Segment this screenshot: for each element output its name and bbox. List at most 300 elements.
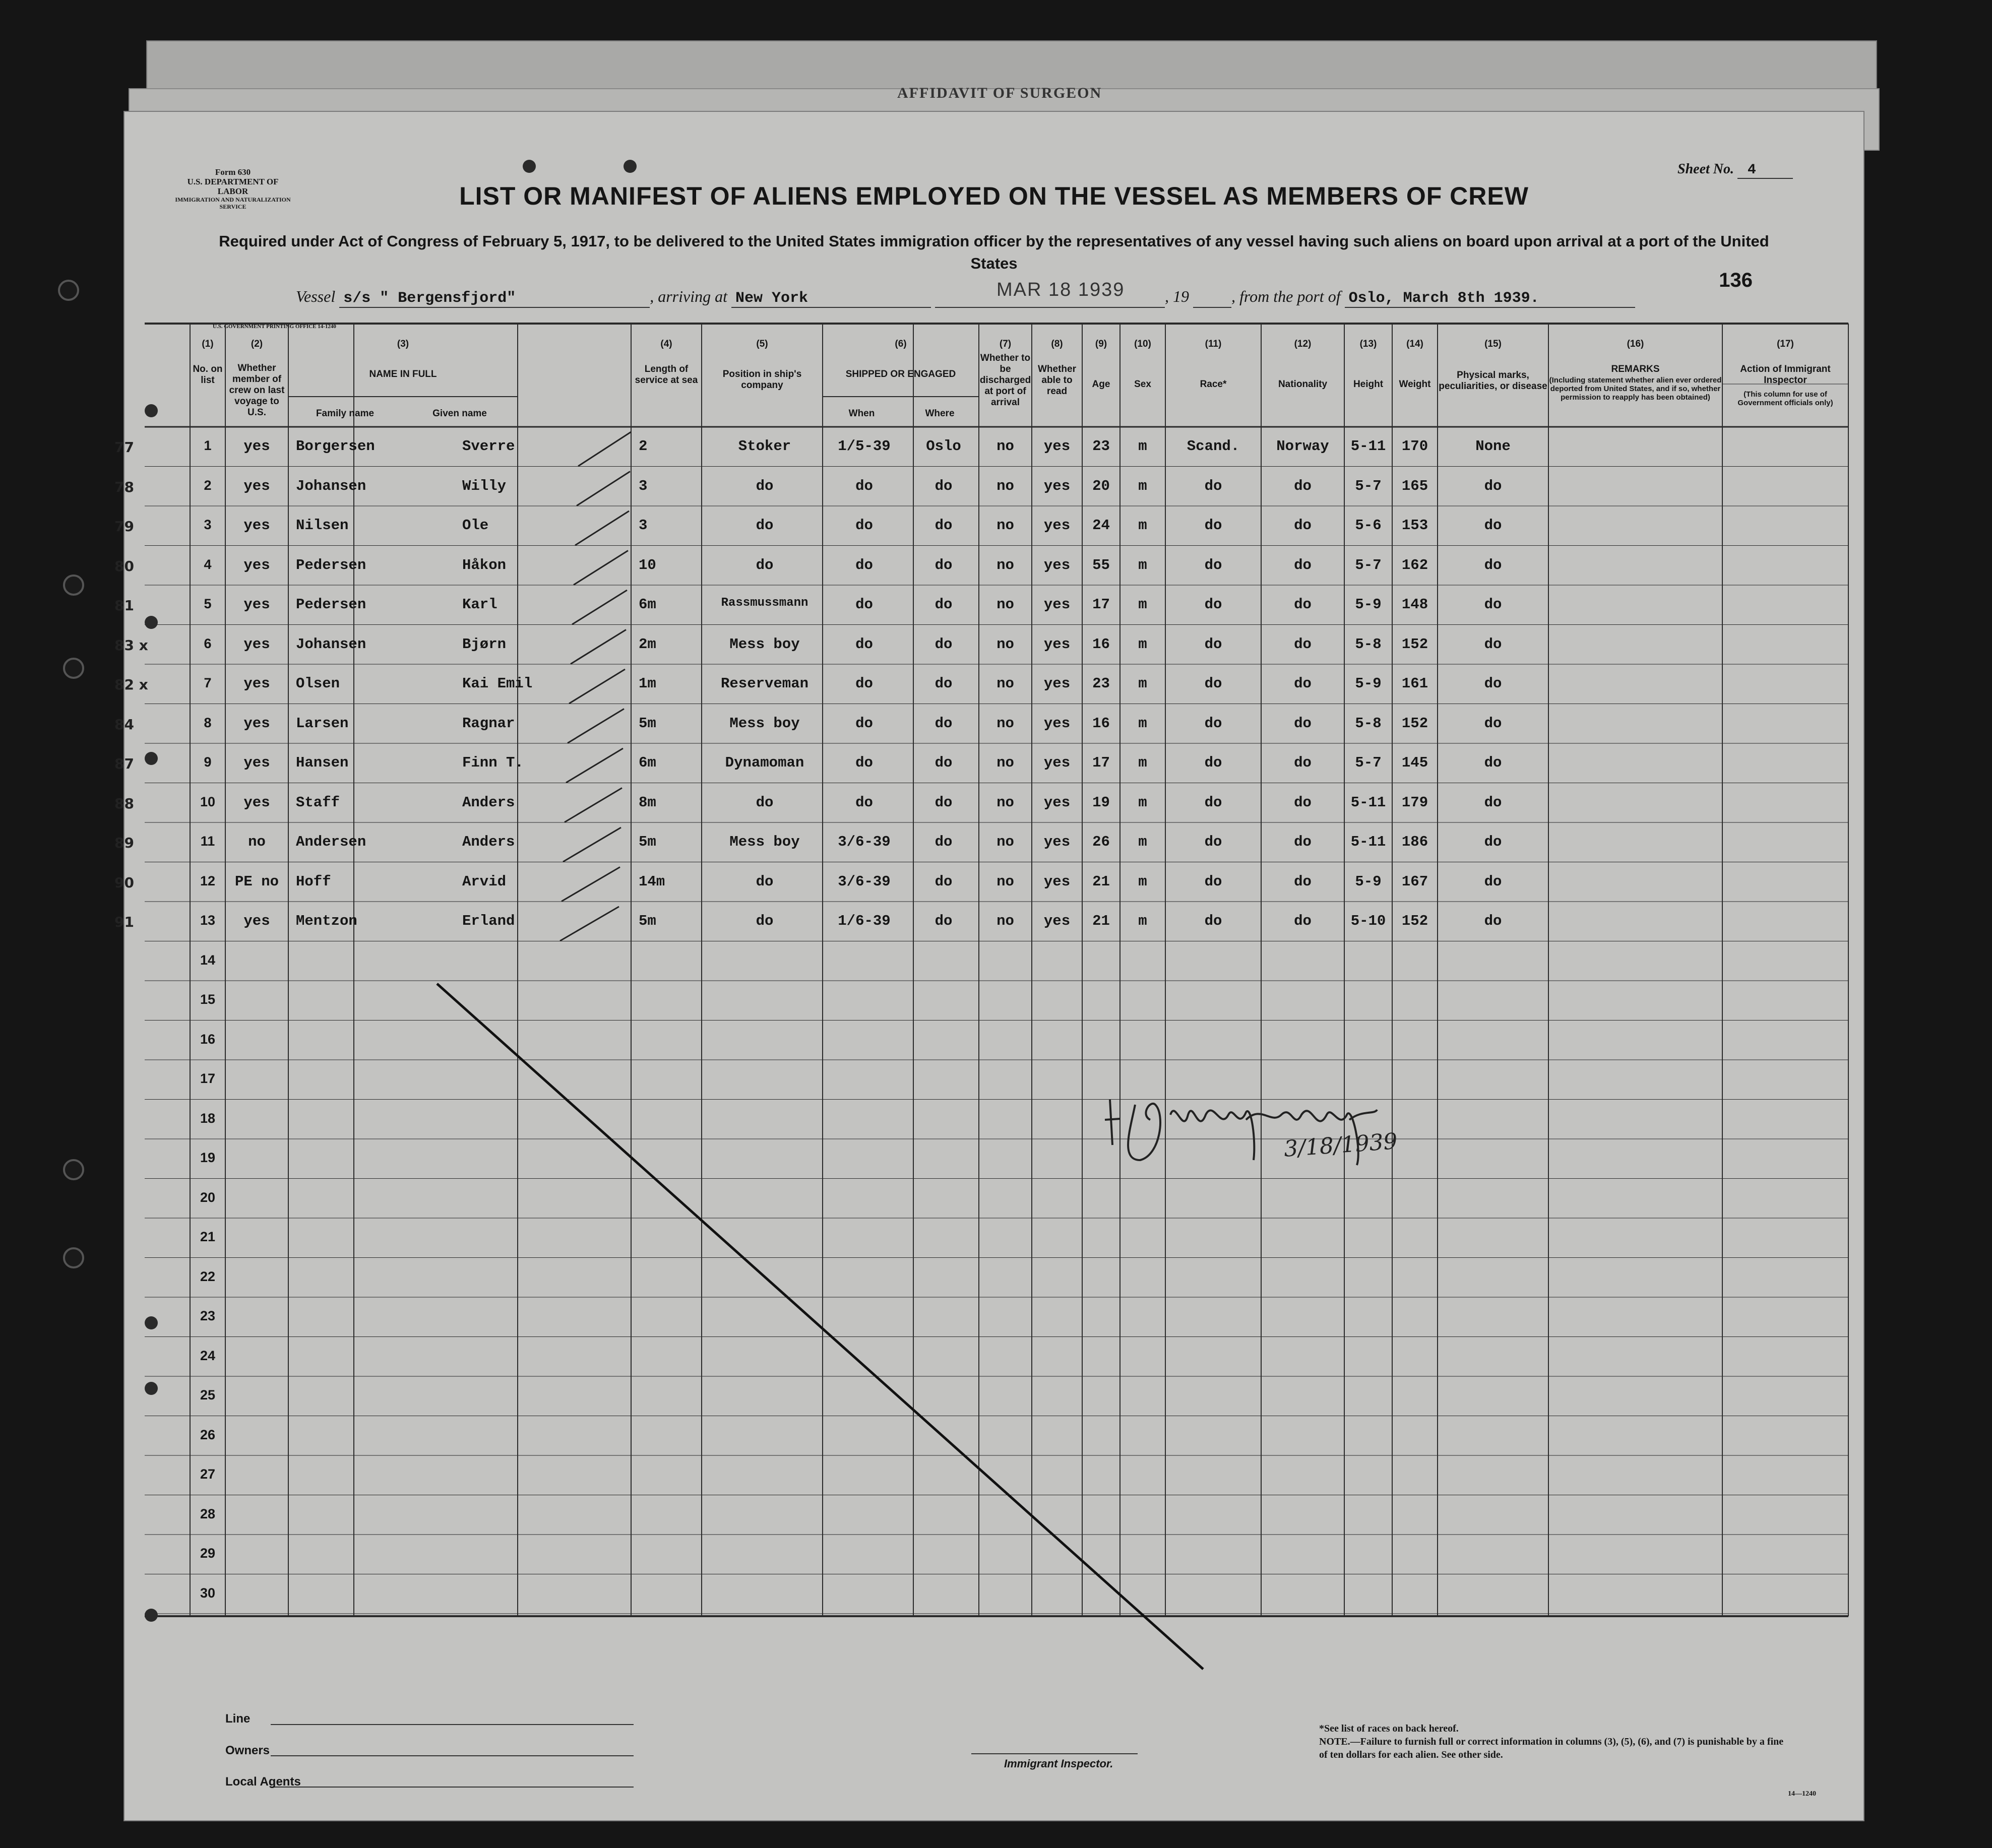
column-header: Whether to be discharged at port of arrival [979,353,1031,408]
cell-family: Staff [296,794,340,811]
column-header: Weight [1399,379,1431,390]
margin-number: 79 [114,518,134,535]
cell-read: yes [1043,675,1071,692]
cell-service: 1m [639,675,656,692]
cell-weight: 148 [1401,596,1428,613]
cell-race: do [1204,517,1222,534]
cell-age: 17 [1092,596,1110,613]
column-header: Where [925,408,955,419]
cell-family: Borgersen [296,438,375,455]
department: U.S. DEPARTMENT OF LABOR [187,177,279,196]
tick-mark [565,788,622,822]
cell-weight: 179 [1401,794,1428,811]
cell-age: 24 [1092,517,1110,534]
cell-height: 5-11 [1350,834,1386,850]
margin-number: 82 x [114,676,148,693]
row-number: 29 [200,1546,216,1561]
cell-disch: no [997,596,1014,613]
cell-where: do [935,913,953,929]
manifest-sheet [114,111,1864,1821]
column-header: Height [1353,379,1384,390]
owners-label: Owners [225,1744,270,1757]
row-number: 13 [200,913,216,928]
row-number: 6 [204,635,212,651]
column-header: (Including statement whether alien ever ordered deported from United States, and if so, whether permission to reapply has been obtained) [1549,376,1722,402]
cell-service: 6m [639,754,656,771]
margin-number: 83 x [114,636,148,654]
year-label: , 19 [1164,287,1189,305]
cell-disch: no [997,556,1014,573]
cell-race: do [1204,596,1222,613]
tick-mark [562,867,620,902]
vessel-label: Vessel [296,287,336,305]
cell-nat: do [1294,794,1312,811]
cell-prev: yes [243,517,270,534]
column-number: (16) [1627,339,1644,349]
cell-sex: m [1138,834,1147,850]
cell-when: 1/5-39 [838,438,891,455]
cell-prev: PE no [234,873,279,890]
margin-number: 88 [114,795,134,812]
row-number: 18 [200,1110,216,1126]
cell-age: 21 [1092,913,1110,929]
margin-number: 78 [114,478,134,495]
column-header: (This column for use of Government officials only) [1737,390,1833,407]
form-number: Form 630 [215,167,251,177]
cell-sex: m [1138,913,1147,929]
cell-read: yes [1043,635,1071,653]
row-number: 16 [200,1031,216,1047]
cell-weight: 165 [1401,477,1428,494]
tick-mark [560,907,619,941]
row-number: 27 [200,1467,216,1482]
column-header: Sex [1134,379,1151,390]
cell-marks: do [1484,754,1502,771]
column-number: (5) [756,339,768,349]
cell-given: Anders [462,794,515,811]
row-number: 28 [200,1506,216,1521]
cell-height: 5-9 [1355,675,1382,692]
cell-age: 16 [1092,635,1110,653]
row-number: 7 [204,675,212,690]
cell-race: do [1204,794,1222,811]
cell-race: do [1204,754,1222,771]
cell-service: 3 [639,517,648,534]
column-number: (15) [1484,339,1502,349]
cell-nat: do [1294,873,1312,890]
row-number: 2 [204,477,212,493]
cell-height: 5-8 [1355,635,1382,653]
cell-prev: yes [243,556,270,573]
row-number: 19 [200,1150,216,1165]
cell-prev: yes [243,675,270,692]
cell-when: 3/6-39 [838,873,891,890]
cell-service: 3 [639,477,648,494]
cell-height: 5-7 [1355,477,1382,494]
cell-where: do [935,556,953,573]
column-number: (7) [999,339,1012,349]
cell-marks: do [1484,596,1502,613]
cell-service: 2 [639,438,648,455]
cell-given: Ole [462,517,489,534]
cell-age: 20 [1092,477,1110,494]
cell-weight: 161 [1401,675,1428,692]
row-number: 26 [200,1427,216,1442]
cell-sex: m [1138,438,1147,455]
cell-prev: yes [243,913,270,929]
cell-where: do [935,754,953,771]
cell-disch: no [997,635,1014,653]
row-number: 12 [200,873,216,888]
cell-where: do [935,517,953,534]
cell-read: yes [1043,913,1071,929]
cell-disch: no [997,675,1014,692]
cell-given: Karl [462,596,497,613]
cell-height: 5-9 [1355,873,1382,890]
column-number: (6) [895,339,907,349]
cell-family: Olsen [296,675,340,692]
arrival-port: New York [731,290,931,308]
cell-position: Rassmussmann [721,596,808,610]
cell-height: 5-7 [1355,556,1382,573]
cell-marks: do [1484,873,1502,890]
cell-where: do [935,635,953,653]
column-number: (1) [202,339,214,349]
cell-when: do [855,556,873,573]
row-number: 11 [200,834,215,849]
cell-age: 16 [1092,715,1110,732]
cell-position: Mess boy [729,834,800,850]
cell-sex: m [1138,754,1147,771]
margin-number: 89 [114,835,134,851]
cell-height: 5-11 [1350,794,1386,811]
column-number: (11) [1205,339,1222,349]
row-number: 23 [200,1308,216,1323]
cell-position: Stoker [738,438,791,455]
cell-position: do [756,556,774,573]
cell-sex: m [1138,873,1147,890]
cell-when: do [855,715,873,732]
column-number: (12) [1294,339,1312,349]
margin-number: 91 [114,914,134,930]
cell-nat: do [1294,477,1312,494]
cell-age: 55 [1092,556,1110,573]
cell-given: Willy [462,477,507,494]
arriving-label: , arriving at [650,287,727,305]
cell-nat: do [1294,556,1312,573]
signature-date: 3/18/1939 [1283,1128,1399,1162]
cell-prev: yes [243,438,270,455]
cell-sex: m [1138,477,1147,494]
cell-weight: 162 [1401,556,1428,573]
page-title: LIST OR MANIFEST OF ALIENS EMPLOYED ON THE VESSEL AS MEMBERS OF CREW [459,182,1529,210]
cell-race: do [1204,715,1222,732]
column-header: Race* [1200,379,1227,390]
cell-where: do [935,834,953,850]
row-number: 21 [200,1229,216,1244]
cell-marks: do [1484,794,1502,811]
cell-position: do [756,517,774,534]
cell-height: 5-11 [1350,438,1386,455]
cell-when: do [855,477,873,494]
column-header: Given name [432,408,487,419]
cell-service: 14m [639,873,665,890]
sheet-number-value: 4 [1737,162,1793,179]
cell-age: 26 [1092,834,1110,850]
cell-weight: 152 [1401,635,1428,653]
cell-family: Mentzon [296,913,357,929]
cell-position: Reserveman [720,675,809,692]
tick-mark [575,511,629,545]
row-number: 17 [200,1071,216,1086]
row-number: 24 [200,1348,216,1363]
cell-height: 5-7 [1355,754,1382,771]
cell-weight: 167 [1401,873,1428,890]
tick-mark [577,472,630,506]
cell-disch: no [997,517,1014,534]
cell-sex: m [1138,675,1147,692]
cell-nat: do [1294,635,1312,653]
cell-given: Ragnar [462,715,515,732]
cell-read: yes [1043,556,1071,573]
cell-when: do [855,635,873,653]
cell-sex: m [1138,596,1147,613]
cell-age: 23 [1092,675,1110,692]
cell-given: Arvid [462,873,507,890]
row-number: 30 [200,1585,216,1601]
cell-family: Hansen [296,754,349,771]
cell-given: Bjørn [462,635,507,653]
cell-nat: do [1294,754,1312,771]
tick-mark [566,748,623,783]
cell-marks: do [1484,913,1502,929]
tick-mark [569,669,625,704]
cell-height: 5-8 [1355,715,1382,732]
cell-disch: no [997,477,1014,494]
binder-hole [63,658,84,679]
column-header: Action of Immigrant Inspector [1740,364,1831,386]
cell-disch: no [997,715,1014,732]
column-number: (2) [251,339,263,349]
cell-service: 5m [639,834,656,850]
tick-mark [574,551,628,585]
cell-marks: do [1484,517,1502,534]
cell-position: Dynamoman [725,754,804,771]
cell-prev: yes [243,596,270,613]
cell-race: do [1204,556,1222,573]
cell-disch: no [997,794,1014,811]
margin-number: 77 [114,439,134,456]
cell-position: Mess boy [729,715,800,732]
tick-mark [572,590,627,624]
tick-mark [571,630,626,664]
tick-mark [568,709,624,743]
cell-nat: do [1294,675,1312,692]
cell-family: Hoff [296,873,331,890]
cell-read: yes [1043,834,1071,850]
cell-service: 2m [639,635,656,653]
cell-position: do [756,913,774,929]
cell-where: do [935,715,953,732]
cell-read: yes [1043,873,1071,890]
cell-disch: no [997,438,1014,455]
line-label: Line [225,1712,251,1726]
column-number: (4) [660,339,672,349]
cell-nat: Norway [1276,438,1329,455]
cell-service: 8m [639,794,656,811]
column-number: (17) [1777,339,1794,349]
page-subtitle: Required under Act of Congress of February 5, 1917, to be delivered to the United States immigration officer by the representatives of any vessel having such aliens on board upon arrival at a port of the United States [219,232,1769,272]
row-number: 10 [200,794,216,809]
row-number: 25 [200,1387,216,1403]
cell-service: 10 [639,556,656,573]
row-number: 5 [204,596,212,611]
row-number: 14 [200,952,216,968]
cell-given: Anders [462,834,515,850]
cell-marks: do [1484,715,1502,732]
cell-position: Mess boy [729,635,800,653]
cell-read: yes [1043,517,1071,534]
cell-prev: yes [243,635,270,653]
margin-number: 84 [114,716,134,733]
column-header: Nationality [1278,379,1328,390]
cell-read: yes [1043,754,1071,771]
cell-disch: no [997,873,1014,890]
cell-when: do [855,794,873,811]
row-number: 15 [200,992,216,1007]
form-code: 14—1240 [1788,1790,1816,1798]
cell-when: do [855,675,873,692]
binder-hole [63,1247,84,1268]
cell-race: do [1204,913,1222,929]
cell-age: 19 [1092,794,1110,811]
cell-nat: do [1294,913,1312,929]
column-header: SHIPPED OR ENGAGED [845,369,956,379]
cell-disch: no [997,754,1014,771]
cell-service: 5m [639,913,656,929]
cell-service: 5m [639,715,656,732]
cell-read: yes [1043,596,1071,613]
cell-weight: 170 [1401,438,1428,455]
cell-position: do [756,794,774,811]
margin-number: 87 [114,755,134,772]
cell-family: Larsen [296,715,349,732]
cell-prev: yes [243,794,270,811]
column-number: (10) [1134,339,1151,349]
printing-office-note: U.S. GOVERNMENT PRINTING OFFICE 14-1240 [213,324,336,330]
cell-service: 6m [639,596,656,613]
cell-weight: 145 [1401,754,1428,771]
cell-marks: do [1484,556,1502,573]
cell-when: 3/6-39 [838,834,891,850]
binder-hole [58,280,79,301]
cell-where: do [935,794,953,811]
margin-number: 90 [114,874,134,891]
cell-sex: m [1138,794,1147,811]
cell-prev: yes [243,477,270,494]
cell-race: do [1204,675,1222,692]
row-number: 22 [200,1268,216,1284]
sheet-number-label: Sheet No. [1677,161,1734,177]
row-number: 20 [200,1189,216,1205]
cell-marks: do [1484,635,1502,653]
cell-prev: no [248,834,266,850]
cell-race: do [1204,834,1222,850]
cell-sex: m [1138,556,1147,573]
row-number: 1 [204,438,212,453]
cell-read: yes [1043,438,1071,455]
column-header: Age [1092,379,1110,390]
cell-family: Johansen [296,477,366,494]
cell-where: Oslo [926,438,961,455]
row-number: 3 [204,517,212,532]
row-number: 9 [204,754,212,770]
cell-prev: yes [243,715,270,732]
cell-nat: do [1294,834,1312,850]
cell-given: Finn T. [462,754,524,771]
cell-weight: 152 [1401,913,1428,929]
margin-number: 80 [114,557,134,575]
cell-weight: 153 [1401,517,1428,534]
local-agents-label: Local Agents [225,1775,301,1789]
cell-position: do [756,873,774,890]
handwritten-number: 136 [1719,269,1753,291]
cell-where: do [935,596,953,613]
cell-when: 1/6-39 [838,913,891,929]
affidavit-heading: AFFIDAVIT OF SURGEON [897,85,1102,101]
column-number: (14) [1406,339,1423,349]
column-header: Physical marks, peculiarities, or disease [1439,370,1547,392]
from-label: , from the port of [1231,287,1341,305]
cell-given: Kai Emil [462,675,533,692]
cell-sex: m [1138,635,1147,653]
column-number: (13) [1359,339,1377,349]
tick-mark [578,432,631,466]
cell-marks: do [1484,834,1502,850]
cell-sex: m [1138,715,1147,732]
arrival-date-stamp: MAR 18 1939 [997,279,1125,300]
column-header: Whether able to read [1038,364,1076,397]
cell-height: 5-9 [1355,596,1382,613]
cell-where: do [935,873,953,890]
column-number: (9) [1095,339,1107,349]
cell-family: Pedersen [296,556,366,573]
cell-marks: do [1484,675,1502,692]
cell-family: Andersen [296,834,366,850]
column-header: No. on list [193,364,223,386]
cell-nat: do [1294,517,1312,534]
cell-position: do [756,477,774,494]
cancellation-line [437,984,1203,1669]
cell-read: yes [1043,477,1071,494]
cell-family: Nilsen [296,517,349,534]
cell-weight: 186 [1401,834,1428,850]
cell-given: Håkon [462,556,507,573]
cell-race: Scand. [1187,438,1240,455]
cell-age: 17 [1092,754,1110,771]
column-number: (8) [1051,339,1063,349]
column-header: REMARKS [1611,364,1660,374]
cell-read: yes [1043,715,1071,732]
cell-height: 5-10 [1350,913,1386,929]
cell-given: Sverre [462,438,515,455]
cell-disch: no [997,913,1014,929]
cell-age: 23 [1092,438,1110,455]
column-header: Family name [316,408,375,419]
cell-nat: do [1294,715,1312,732]
cell-prev: yes [243,754,270,771]
cell-height: 5-6 [1355,517,1382,534]
